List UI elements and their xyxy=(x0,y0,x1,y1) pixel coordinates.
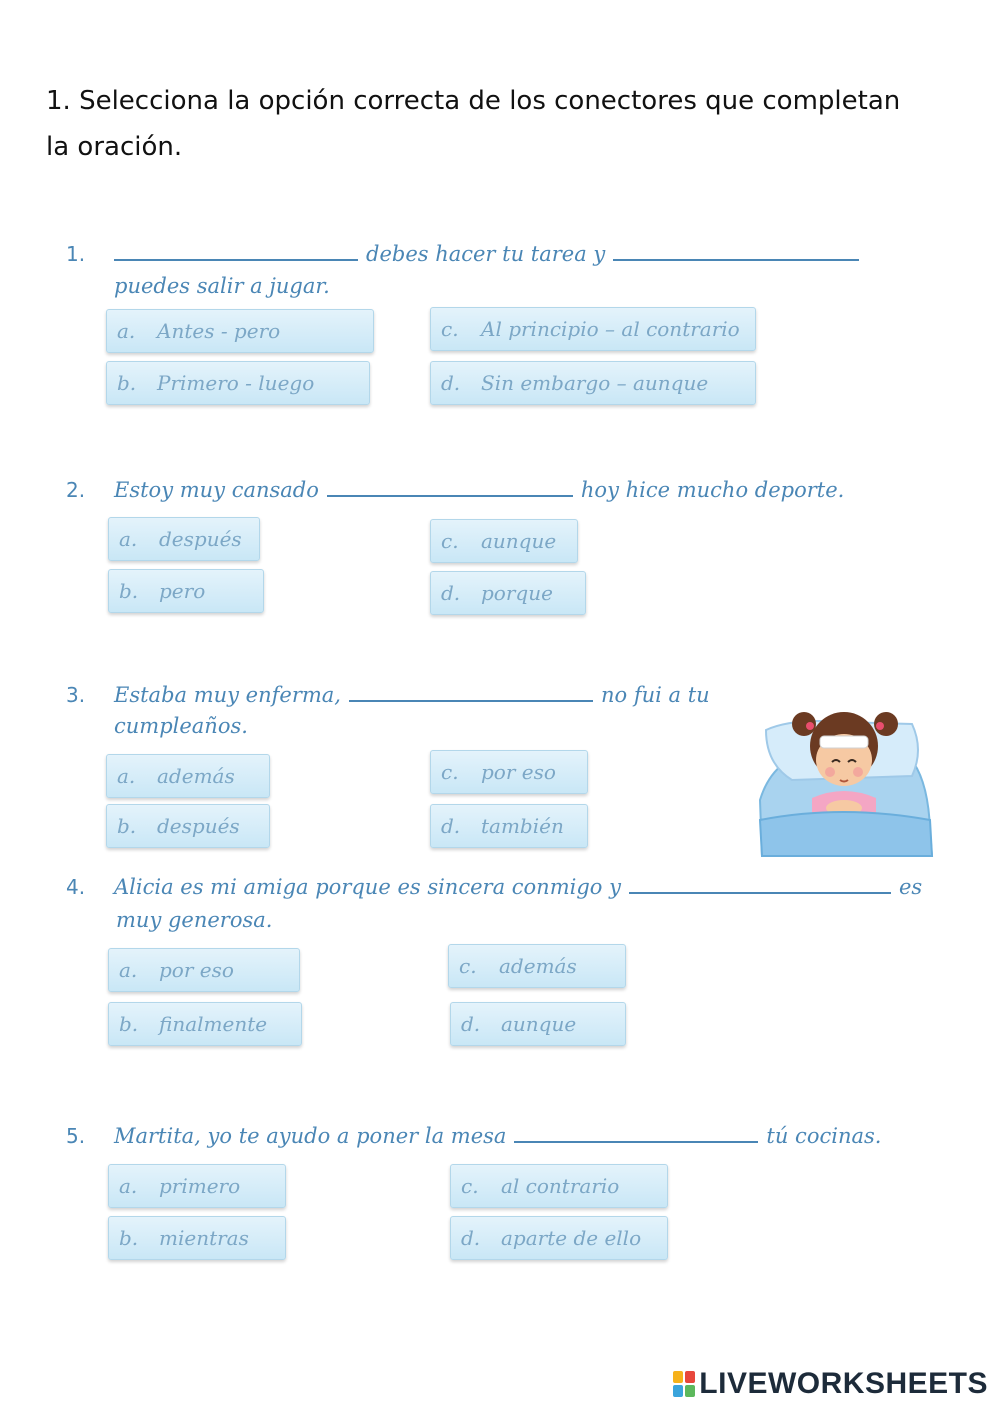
option-label: porque xyxy=(481,581,553,605)
option-5b[interactable] xyxy=(108,1216,286,1260)
question-text: Estaba muy enferma, xyxy=(114,683,341,707)
option-3c[interactable] xyxy=(430,750,588,794)
option-letter: c. xyxy=(441,529,459,553)
option-4b[interactable] xyxy=(108,1002,302,1046)
option-label: aunque xyxy=(481,529,557,553)
option-label: Sin embargo – aunque xyxy=(481,371,709,395)
option-label: aparte de ello xyxy=(501,1226,642,1250)
option-2a[interactable] xyxy=(108,517,260,561)
option-letter: d. xyxy=(441,581,461,605)
option-letter: c. xyxy=(459,954,477,978)
option-2d[interactable] xyxy=(430,571,586,615)
option-label: finalmente xyxy=(159,1012,268,1036)
option-label: también xyxy=(481,814,564,838)
instruction xyxy=(46,78,946,170)
question-number: 1. xyxy=(66,242,86,266)
option-letter: b. xyxy=(117,814,137,838)
liveworksheets-logo-icon xyxy=(673,1371,695,1397)
option-5a[interactable] xyxy=(108,1164,286,1208)
option-letter: b. xyxy=(117,371,137,395)
question-2-line-1 xyxy=(66,474,844,506)
option-letter: b. xyxy=(119,579,139,603)
instruction-line-1: 1. Selecciona la opción correcta de los conectores que completan xyxy=(46,86,901,116)
option-letter: d. xyxy=(461,1012,481,1036)
question-5-line-1 xyxy=(66,1120,881,1152)
option-label: después xyxy=(157,814,240,838)
instruction-line-2: la oración. xyxy=(46,132,183,162)
option-label: Antes - pero xyxy=(157,319,281,343)
option-label: al contrario xyxy=(501,1174,620,1198)
answer-blank xyxy=(349,680,593,702)
question-1-line-2: puedes salir a jugar. xyxy=(114,274,330,298)
liveworksheets-logo xyxy=(673,1364,988,1404)
option-2c[interactable] xyxy=(430,519,578,563)
option-letter: c. xyxy=(461,1174,479,1198)
option-label: mientras xyxy=(159,1226,249,1250)
option-letter: d. xyxy=(441,814,461,838)
option-4c[interactable] xyxy=(448,944,626,988)
option-1c[interactable] xyxy=(430,307,756,351)
option-5d[interactable] xyxy=(450,1216,668,1260)
option-letter: b. xyxy=(119,1226,139,1250)
question-number: 5. xyxy=(66,1124,86,1148)
option-label: además xyxy=(157,764,235,788)
option-1a[interactable] xyxy=(106,309,374,353)
option-3b[interactable] xyxy=(106,804,270,848)
answer-blank xyxy=(629,872,891,894)
option-letter: d. xyxy=(441,371,461,395)
option-letter: a. xyxy=(119,958,138,982)
question-text: tú cocinas. xyxy=(766,1124,882,1148)
option-letter: a. xyxy=(119,527,138,551)
option-label: después xyxy=(159,527,242,551)
brand-name: LIVEWORKSHEETS xyxy=(699,1367,988,1400)
option-1d[interactable] xyxy=(430,361,756,405)
question-1-line-1 xyxy=(66,238,867,270)
option-label: por eso xyxy=(481,760,556,784)
option-letter: a. xyxy=(117,319,136,343)
option-label: primero xyxy=(159,1174,241,1198)
option-letter: b. xyxy=(119,1012,139,1036)
option-label: Al principio – al contrario xyxy=(481,317,740,341)
option-2b[interactable] xyxy=(108,569,264,613)
question-3-line-2: cumpleaños. xyxy=(114,714,248,738)
option-letter: a. xyxy=(117,764,136,788)
question-number: 3. xyxy=(66,683,86,707)
option-3a[interactable] xyxy=(106,754,270,798)
question-text: debes hacer tu tarea y xyxy=(366,242,606,266)
question-text: Estoy muy cansado xyxy=(114,478,319,502)
answer-blank xyxy=(327,475,573,497)
question-number: 4. xyxy=(66,875,86,899)
question-4-line-1 xyxy=(66,871,922,903)
option-1b[interactable] xyxy=(106,361,370,405)
question-4-line-2: muy generosa. xyxy=(116,908,273,932)
option-letter: c. xyxy=(441,760,459,784)
option-letter: d. xyxy=(461,1226,481,1250)
question-text: no fui a tu xyxy=(600,683,710,707)
option-label: pero xyxy=(159,579,206,603)
answer-blank xyxy=(514,1121,758,1143)
option-4d[interactable] xyxy=(450,1002,626,1046)
option-3d[interactable] xyxy=(430,804,588,848)
option-letter: c. xyxy=(441,317,459,341)
option-label: Primero - luego xyxy=(157,371,315,395)
option-label: aunque xyxy=(501,1012,577,1036)
question-3-line-1 xyxy=(66,679,710,711)
question-text: Martita, yo te ayudo a poner la mesa xyxy=(114,1124,507,1148)
question-text: es xyxy=(898,875,923,899)
sick-girl-illustration xyxy=(752,680,938,862)
option-5c[interactable] xyxy=(450,1164,668,1208)
option-letter: a. xyxy=(119,1174,138,1198)
option-label: además xyxy=(499,954,577,978)
question-text: hoy hice mucho deporte. xyxy=(580,478,845,502)
answer-blank xyxy=(613,239,859,261)
option-4a[interactable] xyxy=(108,948,300,992)
question-text: Alicia es mi amiga porque es sincera conmigo y xyxy=(114,875,621,899)
answer-blank xyxy=(114,239,358,261)
question-number: 2. xyxy=(66,478,86,502)
option-label: por eso xyxy=(159,958,234,982)
